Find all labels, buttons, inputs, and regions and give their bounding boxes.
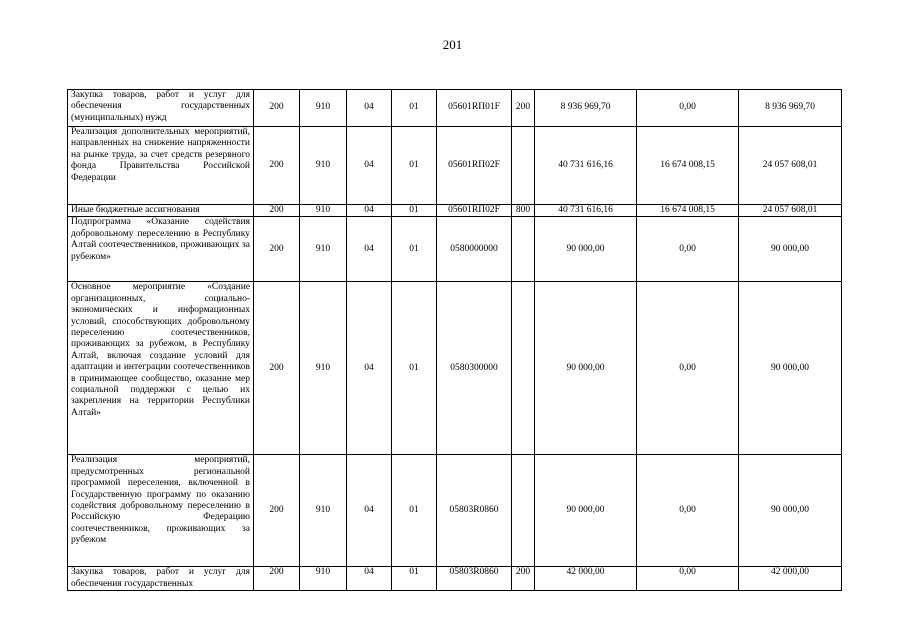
- row-name: Закупка товаров, работ и услуг для обеспечения государственных (муниципальных) нужд: [68, 90, 254, 127]
- code-cell: 200: [254, 90, 300, 127]
- amount-cell: 0,00: [637, 567, 739, 591]
- code-cell: 05601RП01F: [437, 90, 512, 127]
- code-cell: 200: [254, 205, 300, 217]
- table-row: [68, 282, 842, 455]
- amount-cell: 90 000,00: [739, 282, 842, 455]
- table-row: [68, 567, 842, 591]
- code-cell: 910: [300, 282, 347, 455]
- amount-cell: 8 936 969,70: [739, 90, 842, 127]
- row-name: Основное мероприятие «Создание организационных, социально-экономических и информационных условий, способствующих добровольному переселению соотечественников, проживающих за рубежом, в Республику Алтай, включая создание условий для адаптации и интеграции соотечественников в принимающее сообщество, оказание мер социальной поддержки с целью их закрепления на территории Республики Алтай»: [68, 282, 254, 455]
- code-cell: 200: [254, 217, 300, 282]
- code-cell: 05601RП02F: [437, 127, 512, 205]
- code-cell: 200: [254, 127, 300, 205]
- code-cell: 910: [300, 217, 347, 282]
- row-name: Иные бюджетные ассигнования: [68, 205, 254, 217]
- table-row: [68, 205, 842, 217]
- amount-cell: 40 731 616,16: [535, 205, 637, 217]
- amount-cell: 0,00: [637, 90, 739, 127]
- code-cell: 05601RП02F: [437, 205, 512, 217]
- code-cell: 04: [347, 282, 392, 455]
- code-cell: 04: [347, 205, 392, 217]
- code-cell: [512, 127, 535, 205]
- code-cell: [512, 217, 535, 282]
- code-cell: 910: [300, 90, 347, 127]
- code-cell: 200: [254, 567, 300, 591]
- amount-cell: 24 057 608,01: [739, 205, 842, 217]
- amount-cell: 90 000,00: [739, 455, 842, 567]
- code-cell: 910: [300, 567, 347, 591]
- code-cell: 05803R0860: [437, 455, 512, 567]
- amount-cell: 90 000,00: [535, 217, 637, 282]
- amount-cell: 24 057 608,01: [739, 127, 842, 205]
- table-row: [68, 455, 842, 567]
- amount-cell: 90 000,00: [535, 282, 637, 455]
- code-cell: 04: [347, 127, 392, 205]
- amount-cell: 0,00: [637, 455, 739, 567]
- code-cell: 01: [392, 282, 437, 455]
- amount-cell: 42 000,00: [739, 567, 842, 591]
- code-cell: 04: [347, 455, 392, 567]
- code-cell: 0580000000: [437, 217, 512, 282]
- row-name: Подпрограмма «Оказание содействия добровольному переселению в Республику Алтай соотечественников, проживающих за рубежом»: [68, 217, 254, 282]
- table-row: [68, 127, 842, 205]
- code-cell: 04: [347, 567, 392, 591]
- amount-cell: 42 000,00: [535, 567, 637, 591]
- code-cell: 0580300000: [437, 282, 512, 455]
- amount-cell: 16 674 008,15: [637, 205, 739, 217]
- amount-cell: 90 000,00: [535, 455, 637, 567]
- code-cell: 200: [254, 282, 300, 455]
- code-cell: [512, 282, 535, 455]
- table-row: [68, 217, 842, 282]
- code-cell: 800: [512, 205, 535, 217]
- code-cell: 910: [300, 127, 347, 205]
- code-cell: 200: [254, 455, 300, 567]
- table-row: [68, 90, 842, 127]
- code-cell: 01: [392, 127, 437, 205]
- amount-cell: 8 936 969,70: [535, 90, 637, 127]
- amount-cell: 90 000,00: [739, 217, 842, 282]
- row-name: Реализация мероприятий, предусмотренных региональной программой переселения, включенной в Государственную программу по оказанию содействия добровольному переселению в Российскую Федерацию соотечественников, проживающих за рубежом: [68, 455, 254, 567]
- code-cell: 200: [512, 90, 535, 127]
- amount-cell: 0,00: [637, 282, 739, 455]
- code-cell: 01: [392, 217, 437, 282]
- row-name: Закупка товаров, работ и услуг для обеспечения государственных: [68, 567, 254, 591]
- code-cell: 200: [512, 567, 535, 591]
- code-cell: 04: [347, 90, 392, 127]
- amount-cell: 16 674 008,15: [637, 127, 739, 205]
- code-cell: 01: [392, 90, 437, 127]
- code-cell: [512, 455, 535, 567]
- code-cell: 01: [392, 205, 437, 217]
- row-name: Реализация дополнительных мероприятий, направленных на снижение напряженности на рынке труда, за счет средств резервного фонда Правительства Российской Федерации: [68, 127, 254, 205]
- code-cell: 01: [392, 455, 437, 567]
- code-cell: 05803R0860: [437, 567, 512, 591]
- code-cell: 910: [300, 455, 347, 567]
- code-cell: 910: [300, 205, 347, 217]
- page-number: 201: [442, 37, 463, 52]
- budget-table: [67, 89, 842, 591]
- amount-cell: 0,00: [637, 217, 739, 282]
- amount-cell: 40 731 616,16: [535, 127, 637, 205]
- code-cell: 04: [347, 217, 392, 282]
- code-cell: 01: [392, 567, 437, 591]
